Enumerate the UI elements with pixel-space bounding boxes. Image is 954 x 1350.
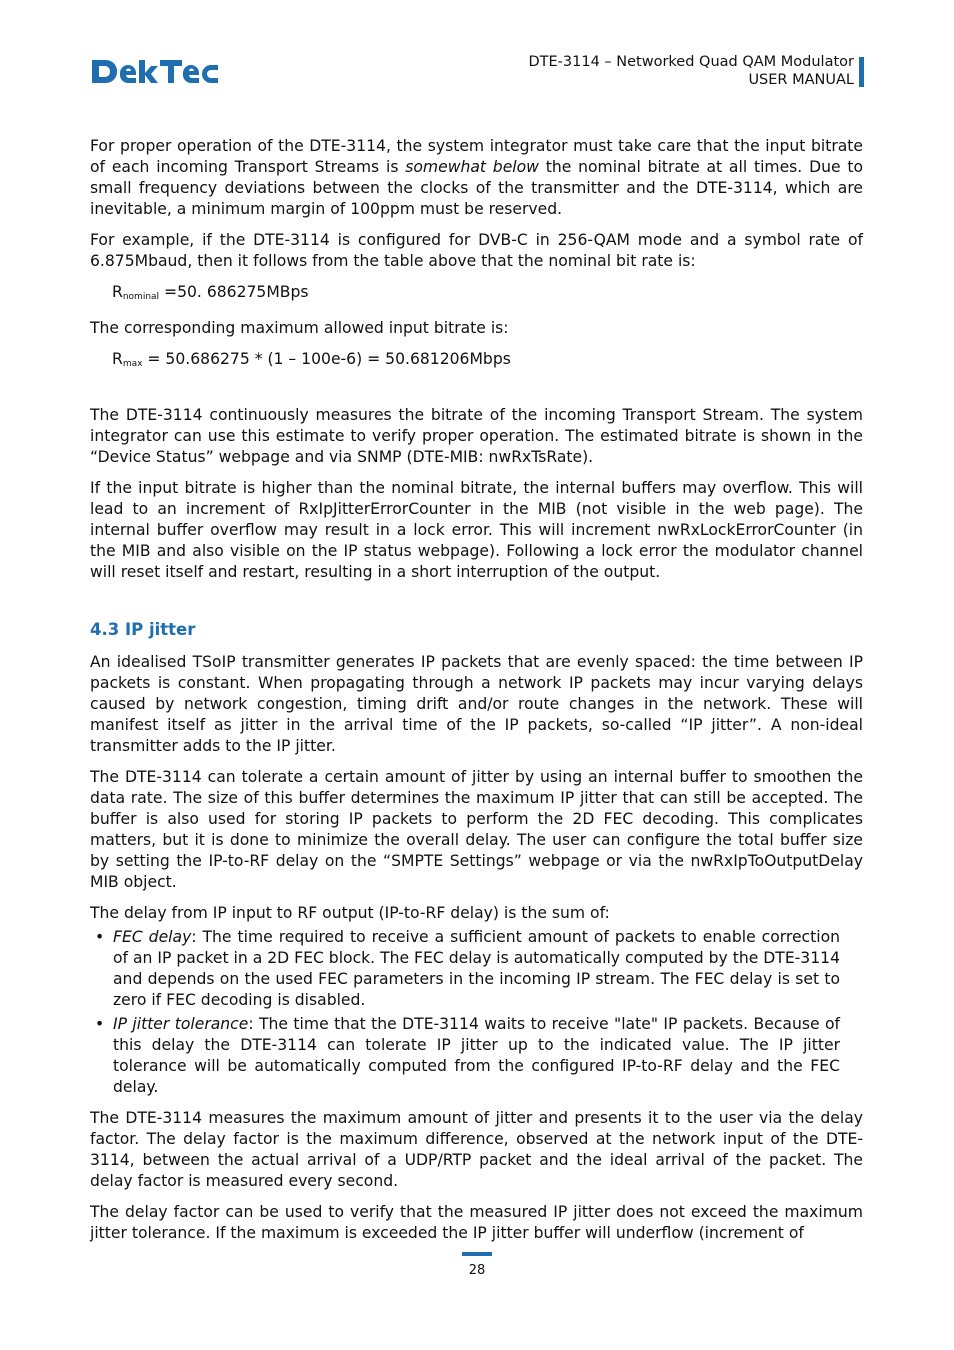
- paragraph-max-bitrate-intro: The corresponding maximum allowed input bitrate is:: [90, 319, 509, 337]
- paragraph-delay-sum: The delay from IP input to RF output (IP-to-RF delay) is the sum of:: [90, 904, 610, 922]
- page-number: 28: [468, 1263, 486, 1278]
- paragraph-delay-factor: The DTE-3114 measures the maximum amount of jitter and presents it to the user via the delay factor. The delay factor is the maximum difference, observed at the network input of the DTE-3114, between the actual arrival of a UDP/RTP packet and the ideal arrival of the packet. The delay factor is measured every second.: [90, 1109, 863, 1190]
- paragraph-jitter-buffer: The DTE-3114 can tolerate a certain amount of jitter by using an internal buffer to smoothen the data rate. The size of this buffer determines the maximum IP jitter that can still be accepted. The buffer is also used for storing IP packets to perform the 2D FEC decoding. This complicates matters, but it is done to minimize the overall delay. The user can configure the total buffer size by setting the IP-to-RF delay on the “SMPTE Settings” webpage or via the nwRxIpToOutputDelay MIB object.: [90, 768, 863, 891]
- paragraph-ip-jitter-intro: An idealised TSoIP transmitter generates IP packets that are evenly spaced: the time between IP packets is constant. When propagating through a network IP packets may incur varying delays caused by network congestion, timing drift and/or route changes in the network. These will manifest itself as jitter in the arrival time of the IP packets, so-called “IP jitter”. A non-ideal transmitter adds to the IP jitter.: [90, 653, 863, 755]
- paragraph-bitrate-requirement: For proper operation of the DTE-3114, the system integrator must take care that the input bitrate of each incoming Transport Streams is somewhat below the nominal bitrate at all times. Due to small frequency deviations between the clocks of the transmitter and the DTE-3114, which are inevitable, a minimum margin of 100ppm must be reserved.: [90, 137, 864, 218]
- document-header: [528, 53, 854, 89]
- equation-max: $R_{max} = 50.686275 * (1 - 100e-6)$ = 50.681206Mbps: [112, 350, 511, 369]
- delay-components-list: [90, 927, 863, 1098]
- paragraph-delay-factor-usage: The delay factor can be used to verify that the measured IP jitter does not exceed the maximum jitter tolerance. If the maximum is exceeded the IP jitter buffer will underflow (increment of: [90, 1203, 863, 1242]
- header-accent-bar: [859, 57, 864, 87]
- section-heading-ip-jitter: 4.3 IP jitter: [90, 620, 196, 639]
- paragraph-example: For example, if the DTE-3114 is configured for DVB-C in 256-QAM mode and a symbol rate of 6.875Mbaud, then it follows from the table above that the nominal bit rate is:: [90, 231, 863, 270]
- equation-nominal: $R_{nominal} =50$. 686275MBps: [112, 283, 309, 302]
- dektec-logo: [90, 52, 220, 90]
- header-title: DTE-3114 – Networked Quad QAM Modulator: [528, 54, 854, 70]
- footer-accent-bar: [462, 1252, 492, 1256]
- paragraph-overflow: If the input bitrate is higher than the nominal bitrate, the internal buffers may overflow. This will lead to an increment of RxIpJitterErrorCounter in the MIB (not visible in the web page). The internal buffer overflow may result in a lock error. This will increment nwRxLockErrorCounter (in the MIB and also visible on the IP status webpage). Following a lock error the modulator channel will reset itself and restart, resulting in a short interruption of the output.: [90, 479, 863, 581]
- page-content: [90, 136, 863, 1254]
- header-subtitle: USER MANUAL: [748, 72, 854, 88]
- bullet-icon: •: [95, 1015, 105, 1033]
- list-item: • FEC delay: The time required to receive a sufficient amount of packets to enable correction of an IP packet in a 2D FEC block. The FEC delay is automatically computed by the DTE-3114 and depends on the used FEC parameters in the incoming IP stream. The FEC delay is set to zero if FEC decoding is disabled.: [95, 928, 840, 1009]
- paragraph-bitrate-measure: The DTE-3114 continuously measures the bitrate of the incoming Transport Stream. The system integrator can use this estimate to verify proper operation. The estimated bitrate is shown in the “Device Status” webpage and via SNMP (DTE-MIB: nwRxTsRate).: [90, 406, 863, 466]
- list-item: • IP jitter tolerance: The time that the DTE-3114 waits to receive "late" IP packets. Because of this delay the DTE-3114 can tolerate IP jitter up to the indicated value. The IP jitter tolerance will be automatically computed from the configured IP-to-RF delay and the FEC delay.: [95, 1015, 841, 1096]
- bullet-icon: •: [95, 928, 105, 946]
